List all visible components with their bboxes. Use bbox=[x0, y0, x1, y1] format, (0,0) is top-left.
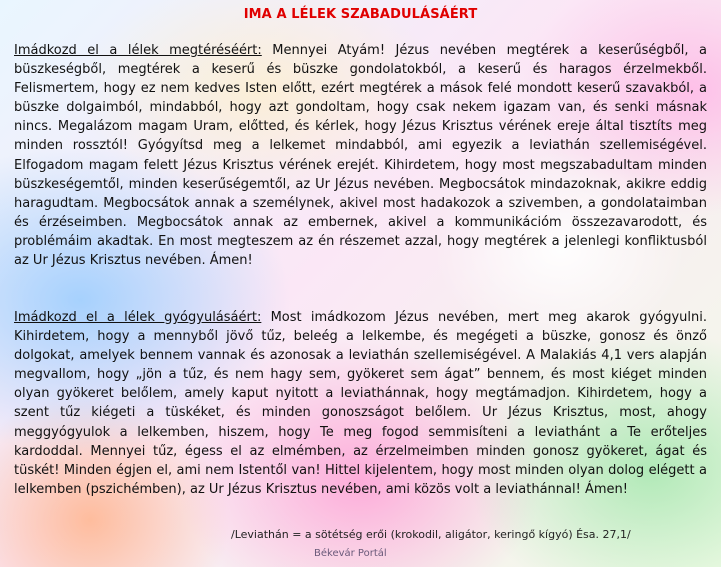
prayer-section-healing bbox=[14, 308, 707, 499]
section-text: Mennyei Atyám! Jézus nevében megtérek a keserűségből, a büszkeségből, megtérek a keserű és büszke gondolatokból, a keserű és haragos érzelmekből. Felismertem, hogy ez nem kedves Isten előtt, ezért megtérek a mások felé mondott keserű szavakból, a büszke dolgaimból, mindabból, hogy azt gondoltam, hogy csak nekem igazam van, és senki másnak nincs. Megalázom magam Uram, előtted, és kérlek, hogy Jézus Krisztus vérének ereje által tisztíts meg minden rossztól! Gyógyítsd meg a lelkemet mindabból, ami egyezik a leviathán szellemiségével. Elfogadom magam felett Jézus Krisztus vérének erejét. Kihirdetem, hogy most megszabadultam minden büszkeségemtől, minden keserűségemtől, az Ur Jézus nevében. Megbocsátok mindazoknak, akikre eddig haragudtam. Megbocsátok annak a személynek, akivel most hadakozok a szivemben, a gondolataimban és érzéseimben. Megbocsátok annak az embernek, akivel a kommunikációm összezavarodott, és problémáim akadtak. En most megteszem az én részemet azzal, hogy megtérek a jelenlegi konfliktusból az Ur Jézus Krisztus nevében. Ámen! bbox=[14, 43, 707, 269]
page-title: IMA A LÉLEK SZABADULÁSÁÉRT bbox=[243, 7, 478, 22]
portal-watermark: Békevár Portál bbox=[314, 548, 387, 559]
footnote: /Leviathán = a sötétség erői (krokodil, aligátor, keringő kígyó) Ésa. 27,1/ bbox=[231, 528, 631, 541]
section-heading: Imádkozd el a lélek gyógyulásáért: bbox=[14, 310, 262, 325]
section-text: Most imádkozom Jézus nevében, mert meg akarok gyógyulni. Kihirdetem, hogy a mennyből jövő tűz, beleég a lelkembe, és megégeti a büszke, gonosz és önző dolgokat, amelyek bennem vannak és azonosak a leviathán szellemiségével. A Malakiás 4,1 vers alapján megvallom, hogy „jön a tűz, és nem hagy sem, gyökeret sem ágat” bennem, és most kiéget minden olyan gyökeret belőlem, amely kaput nyitott a leviathánnak, hogy megtámadjon. Kihirdetem, hogy a szent tűz kiégeti a tüskéket, és minden gonoszságot belőlem. Ur Jézus Krisztus, most, ahogy meggyógyulok a lelkemben, hiszem, hogy Te meg fogod semmisíteni a leviathánt a Te erőteljes kardoddal. Mennyei tűz, égess el az elmémben, az érzelmeimben minden gonosz gyökeret, ágat és tüskét! Minden égjen el, ami nem Istentől van! Hittel kijelentem, hogy most minden olyan dolog elégett a lelkemben (pszichémben), az Ur Jézus Krisztus nevében, ami közös volt a leviathánnal! Ámen! bbox=[14, 310, 707, 497]
section-heading: Imádkozd el a lélek megtéréséért: bbox=[14, 43, 262, 58]
prayer-section-repentance bbox=[14, 41, 707, 270]
